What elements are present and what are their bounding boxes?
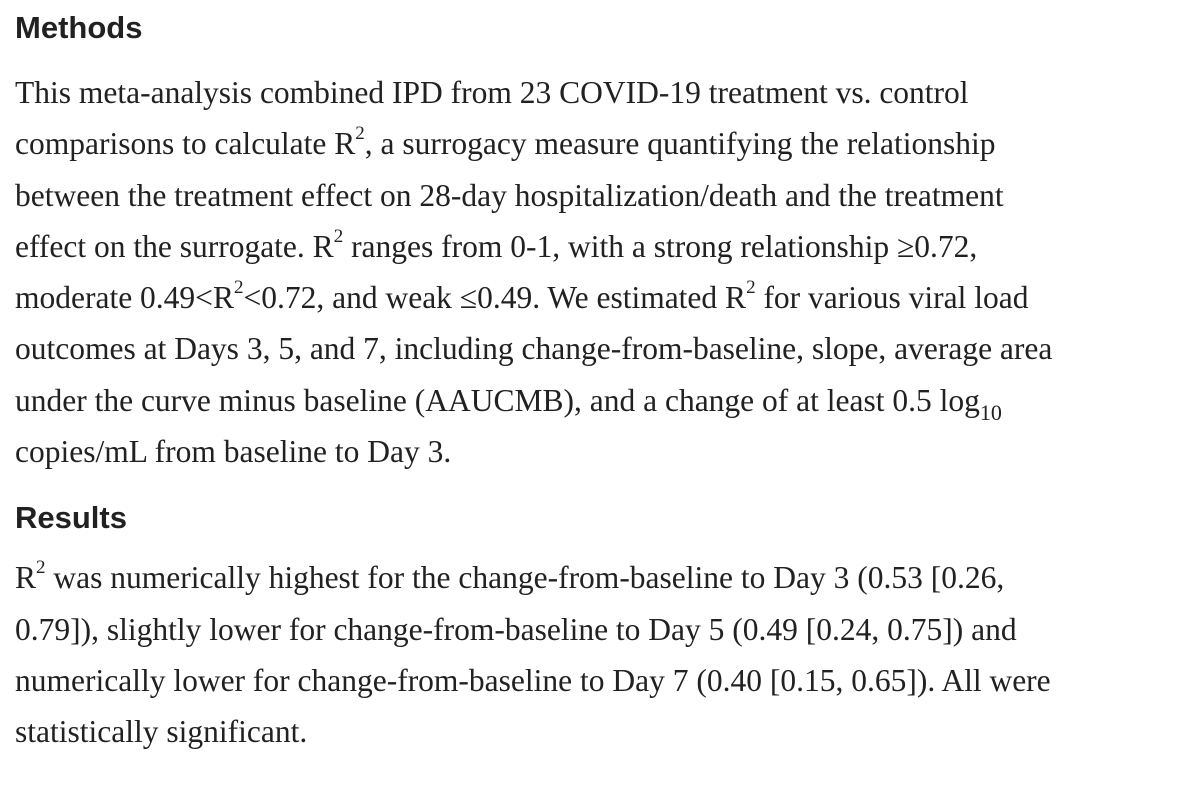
methods-paragraph: [15, 67, 1180, 477]
methods-line: copies/mL from baseline to Day 3.: [15, 434, 452, 470]
superscript: 2: [233, 277, 244, 299]
methods-line: moderate $0.49<R^2<0.72$, and weak ≤0.49. We estimated $R^2$ for various viral load: [15, 277, 1029, 316]
methods-line: This meta-analysis combined IPD from 23 COVID-19 treatment vs. control: [15, 75, 969, 110]
methods-line: under the curve minus baseline (AAUCMB), and a change of at least 0.5 $\log_{10}$: [15, 382, 1002, 425]
superscript: 2: [355, 123, 365, 145]
results-heading: Results: [15, 500, 127, 536]
subscript: 10: [979, 399, 1002, 425]
results-line: $R^2$ was numerically highest for the change-from-baseline to Day 3 (0.53 [0.26,: [15, 557, 1005, 596]
methods-line: between the treatment effect on 28-day hospitalization/death and the treatment: [15, 177, 1004, 213]
results-line: numerically lower for change-from-baseline to Day 7 (0.40 [0.15, 0.65]). All were: [15, 662, 1051, 698]
superscript: 2: [746, 277, 756, 299]
superscript: 2: [36, 557, 46, 579]
methods-line: comparisons to calculate $R^2$, a surrogacy measure quantifying the relationship: [15, 123, 996, 162]
methods-line: effect on the surrogate. $R^2$ ranges from 0-1, with a strong relationship ≥0.72,: [15, 225, 978, 264]
results-paragraph: [15, 552, 1180, 757]
superscript: 2: [333, 225, 344, 247]
abstract-content: [15, 0, 1180, 758]
results-line: 0.79]), slightly lower for change-from-baseline to Day 5 (0.49 [0.24, 0.75]) and: [15, 611, 1017, 647]
methods-heading: Methods: [15, 10, 143, 45]
methods-line: outcomes at Days 3, 5, and 7, including change-from-baseline, slope, average area: [15, 331, 1053, 367]
results-line: statistically significant.: [15, 714, 308, 750]
